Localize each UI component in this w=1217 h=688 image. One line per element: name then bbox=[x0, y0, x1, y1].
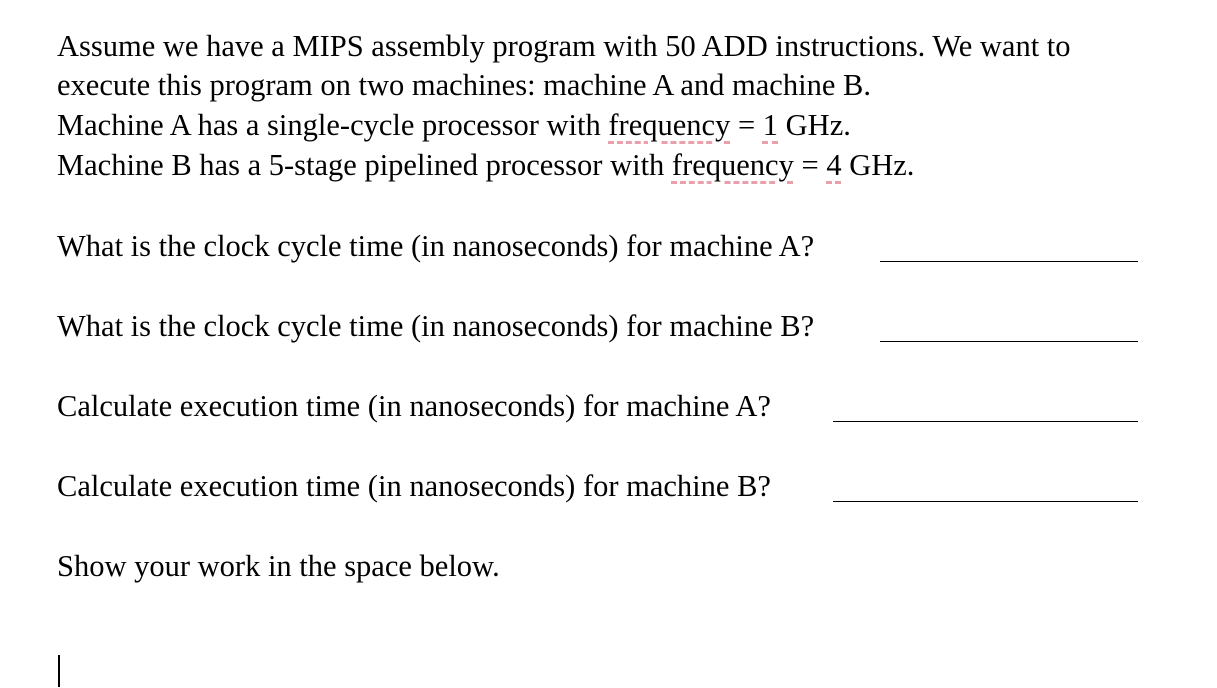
answer-blank-3[interactable] bbox=[833, 421, 1138, 422]
intro-line-1: Assume we have a MIPS assembly program with 50 ADD instructions. We want to bbox=[57, 29, 1071, 63]
answer-blank-2[interactable] bbox=[880, 341, 1138, 342]
answer-blank-1[interactable] bbox=[880, 261, 1138, 262]
question-4: Calculate execution time (in nanoseconds) for machine B? bbox=[57, 469, 771, 503]
text-cursor bbox=[58, 655, 60, 687]
question-2: What is the clock cycle time (in nanoseconds) for machine B? bbox=[57, 309, 815, 343]
spellcheck-flag-frequency-a[interactable]: frequency bbox=[608, 108, 731, 142]
intro-line-4 bbox=[57, 147, 914, 183]
frequency-value-b[interactable]: 4 bbox=[826, 148, 842, 182]
equals-sign: = bbox=[730, 108, 763, 142]
intro-line-3 bbox=[57, 107, 851, 143]
machine-a-text: Machine A has a single-cycle processor with bbox=[57, 108, 609, 142]
frequency-unit-b: GHz. bbox=[841, 148, 915, 182]
equals-sign: = bbox=[793, 148, 827, 182]
frequency-value-a[interactable]: 1 bbox=[762, 108, 779, 142]
work-instruction: Show your work in the space below. bbox=[57, 549, 500, 583]
machine-b-text: Machine B has a 5-stage pipelined processor with bbox=[57, 148, 672, 182]
intro-line-2: execute this program on two machines: machine A and machine B. bbox=[57, 68, 871, 102]
frequency-unit-a: GHz. bbox=[778, 108, 851, 142]
document-body[interactable] bbox=[57, 0, 1177, 688]
question-1: What is the clock cycle time (in nanoseconds) for machine A? bbox=[57, 229, 815, 263]
spellcheck-flag-frequency-b[interactable]: frequency bbox=[671, 148, 794, 182]
question-3: Calculate execution time (in nanoseconds) for machine A? bbox=[57, 389, 771, 423]
answer-blank-4[interactable] bbox=[833, 501, 1138, 502]
